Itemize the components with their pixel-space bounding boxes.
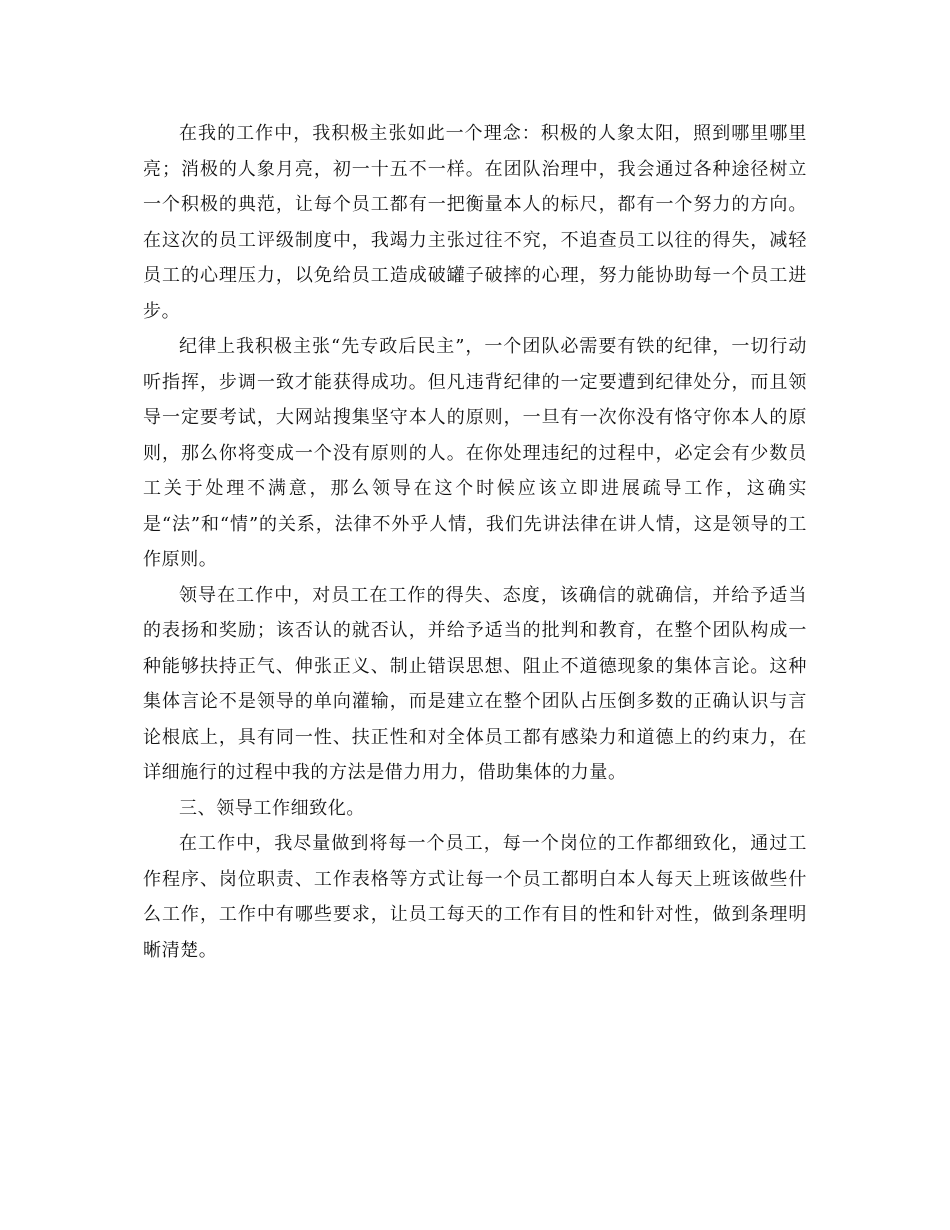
paragraph-detailed-work: 在工作中，我尽量做到将每一个员工，每一个岗位的工作都细致化，通过工作程序、岗位职责、工作表格等方式让每一个员工都明白本人每天上班该做些什么工作，工作中有哪些要求，让员工每天的工作有目的性和针对性，做到条理明晰清楚。: [143, 833, 807, 961]
paragraph-discipline: 纪律上我积极主张“先专政后民主”，一个团队必需要有铁的纪律，一切行动听指挥，步调一致才能获得成功。但凡违背纪律的一定要遭到纪律处分，而且领导一定要考试，大网站搜集坚守本人的原则，一旦有一次你没有恪守你本人的原则，那么你将变成一个没有原则的人。在你处理违纪的过程中，必定会有少数员工关于处理不满意，那么领导在这个时候应该立即进展疏导工作，这确实是“法”和“情”的关系，法律不外乎人情，我们先讲法律在讲人情，这是领导的工作原则。: [143, 336, 807, 570]
paragraph-positive-attitude: 在我的工作中，我积极主张如此一个理念：积极的人象太阳，照到哪里哪里亮；消极的人象月亮，初一十五不一样。在团队治理中，我会通过各种途径树立一个积极的典范，让每个员工都有一把衡量本人的标尺，都有一个努力的方向。在这次的员工评级制度中，我竭力主张过往不究，不追查员工以往的得失，减轻员工的心理压力，以免给员工造成破罐子破摔的心理，努力能协助每一个员工进步。: [143, 123, 807, 322]
document-body: [143, 116, 807, 968]
paragraph-praise-and-criticism: 领导在工作中，对员工在工作的得失、态度，该确信的就确信，并给予适当的表扬和奖励；该否认的就否认，并给予适当的批判和教育，在整个团队构成一种能够扶持正气、伸张正义、制止错误思想、阻止不道德现象的集体言论。这种集体言论不是领导的单向灌输，而是建立在整个团队占压倒多数的正确认识与言论根底上，具有同一性、扶正性和对全体员工都有感染力和道德上的约束力，在详细施行的过程中我的方法是借力用力，借助集体的力量。: [143, 584, 807, 783]
section-heading: 三、领导工作细致化。: [179, 797, 365, 819]
